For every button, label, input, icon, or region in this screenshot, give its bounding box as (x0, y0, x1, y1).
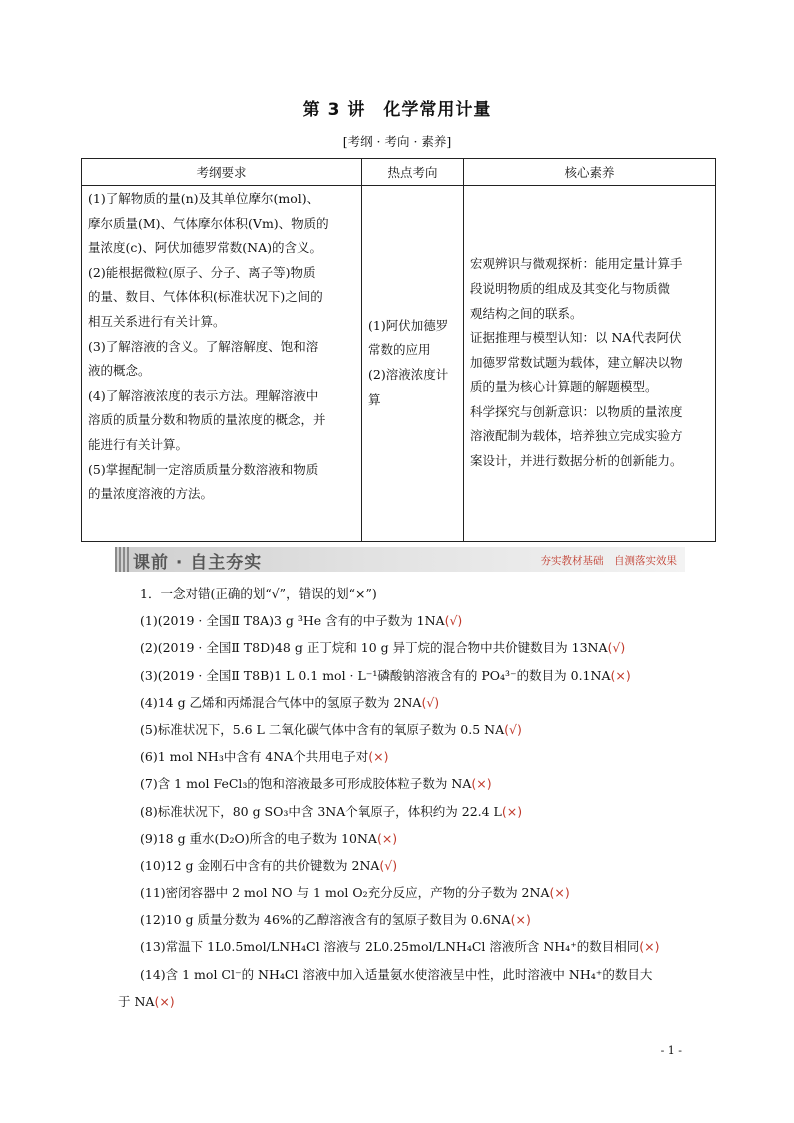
answer-mark: (√) (504, 721, 522, 737)
item-text: (4)14 g 乙烯和丙烯混合气体中的氢原子数为 2NA (140, 694, 422, 710)
answer-mark: (×) (471, 776, 492, 792)
requirement-line: (3)了解溶液的含义。了解溶解度、饱和溶 (88, 338, 319, 354)
requirement-line: 相互关系进行有关计算。 (88, 313, 226, 329)
exercise-intro: 1．一念对错(正确的划“√”，错误的划“×”) (140, 586, 377, 601)
banner-title: 课前 · 自主夯实 (133, 553, 263, 573)
literacy-line: 质的量为核心计算题的解题模型。 (470, 379, 658, 395)
page-subtitle: [考纲 · 考向 · 素养] (342, 134, 452, 149)
header-hot-topics: 热点考向 (362, 159, 464, 186)
answer-mark: (√) (421, 694, 440, 710)
answer-mark: (×) (510, 912, 531, 928)
list-item (118, 662, 708, 689)
list-item (118, 689, 708, 716)
outline-table (81, 158, 716, 542)
literacy-line: 观结构之间的联系。 (470, 305, 583, 321)
list-item (118, 716, 708, 743)
list-item (118, 879, 708, 906)
requirements-cell (82, 186, 362, 542)
requirement-line: 的量浓度溶液的方法。 (88, 486, 214, 502)
list-item (118, 825, 708, 852)
literacy-line: 溶液配制为载体，培养独立完成实验方 (470, 428, 683, 444)
table-body-row (82, 186, 716, 542)
banner-stripes-decoration (115, 547, 129, 572)
list-item-continuation (118, 988, 708, 1015)
list-item (118, 961, 708, 988)
exercise-list (118, 580, 708, 1015)
list-item (118, 906, 708, 933)
list-item (118, 770, 708, 797)
requirement-line: (2)能根据微粒(原子、分子、离子等)物质 (88, 264, 316, 280)
literacy-line: 科学探究与创新意识：以物质的量浓度 (470, 403, 683, 419)
requirement-line: 的量、数目、气体体积(标准状况下)之间的 (88, 289, 323, 305)
core-literacy-cell (464, 186, 716, 542)
hot-topic-line: (1)阿伏加德罗 (368, 317, 449, 333)
answer-mark: (×) (501, 803, 523, 819)
item-text: (6)1 mol NH₃中含有 4NA个共用电子对 (140, 749, 369, 765)
hot-topic-line: (2)溶液浓度计 (368, 367, 449, 382)
item-text: (8)标准状况下，80 g SO₃中含 3NA个氧原子，体积约为 22.4 L (140, 803, 502, 819)
answer-mark: (×) (610, 667, 631, 683)
requirement-line: (4)了解溶液浓度的表示方法。理解溶液中 (88, 387, 319, 403)
table-header-row (82, 159, 716, 186)
literacy-line: 段说明物质的组成及其变化与物质微 (470, 280, 671, 296)
hot-topics-cell (362, 186, 464, 542)
list-item (118, 634, 708, 661)
item-text: (12)10 g 质量分数为 46%的乙醇溶液含有的氢原子数目为 0.6NA (140, 912, 511, 928)
section-banner (115, 547, 685, 572)
header-core-literacy: 核心素养 (464, 159, 716, 186)
item-text: (10)12 g 金刚石中含有的共价键数为 2NA (140, 857, 380, 873)
requirement-line: (1)了解物质的量(n)及其单位摩尔(mol)、 (88, 191, 320, 206)
answer-mark: (√) (444, 613, 463, 629)
literacy-line: 宏观辨识与微观探析：能用定量计算手 (470, 256, 683, 272)
literacy-line: 加德罗常数试题为载体，建立解决以物 (470, 354, 683, 370)
item-text: (3)(2019 · 全国Ⅱ T8B)1 L 0.1 mol · L⁻¹磷酸钠溶液含有的 PO₄³⁻的数目为 0.1NA (140, 667, 611, 683)
item-text: (5)标准状况下，5.6 L 二氧化碳气体中含有的氧原子数为 0.5 NA (140, 721, 505, 737)
requirement-line: 量浓度(c)、阿伏加德罗常数(NA)的含义。 (88, 240, 322, 256)
answer-mark: (×) (549, 885, 570, 901)
answer-mark: (√) (379, 857, 398, 873)
requirement-line: 溶质的质量分数和物质的量浓度的概念，并 (88, 412, 326, 428)
banner-tagline: 夯实教材基础 自测落实效果 (540, 555, 677, 567)
answer-mark: (×) (376, 830, 398, 846)
requirement-line: 能进行有关计算。 (88, 436, 189, 452)
answer-mark: (×) (154, 993, 175, 1009)
item-text: (9)18 g 重水(D₂O)所含的电子数为 10NA (140, 830, 377, 846)
list-item (118, 743, 708, 770)
list-item (118, 852, 708, 879)
page-title: 第 3 讲 化学常用计量 (302, 100, 492, 120)
item-text: (2)(2019 · 全国Ⅱ T8D)48 g 正丁烷和 10 g 异丁烷的混合物中共价键数目为 13NA (140, 640, 608, 656)
hot-topic-line: 常数的应用 (368, 342, 431, 358)
item-text: (7)含 1 mol FeCl₃的饱和溶液最多可形成胶体粒子数为 NA (140, 776, 472, 792)
list-item (118, 933, 708, 960)
answer-mark: (√) (607, 640, 626, 656)
item-text: (14)含 1 mol Cl⁻的 NH₄Cl 溶液中加入适量氨水使溶液呈中性，此时溶液中 NH₄⁺的数目大 (140, 966, 653, 982)
item-text: (11)密闭容器中 2 mol NO 与 1 mol O₂充分反应，产物的分子数为 2NA (140, 885, 550, 901)
hot-topic-line: 算 (368, 391, 381, 407)
answer-mark: (×) (639, 939, 660, 955)
requirement-line: 摩尔质量(M)、气体摩尔体积(Vm)、物质的 (88, 215, 329, 231)
answer-mark: (×) (368, 749, 389, 765)
requirement-line: (5)掌握配制一定溶质质量分数溶液和物质 (88, 461, 319, 477)
list-item (118, 798, 708, 825)
page-number: - 1 - (660, 1044, 682, 1057)
item-text: (13)常温下 1L0.5mol/LNH₄Cl 溶液与 2L0.25mol/LNH₄Cl 溶液所含 NH₄⁺的数目相同 (140, 939, 640, 955)
item-text: 于 NA (118, 993, 155, 1009)
requirement-line: 液的概念。 (88, 363, 151, 379)
header-requirements: 考纲要求 (82, 159, 362, 186)
literacy-line: 案设计，并进行数据分析的创新能力。 (470, 453, 683, 469)
list-item (118, 607, 708, 634)
literacy-line: 证据推理与模型认知：以 NA代表阿伏 (470, 330, 682, 346)
item-text: (1)(2019 · 全国Ⅱ T8A)3 g ³He 含有的中子数为 1NA (140, 613, 445, 629)
